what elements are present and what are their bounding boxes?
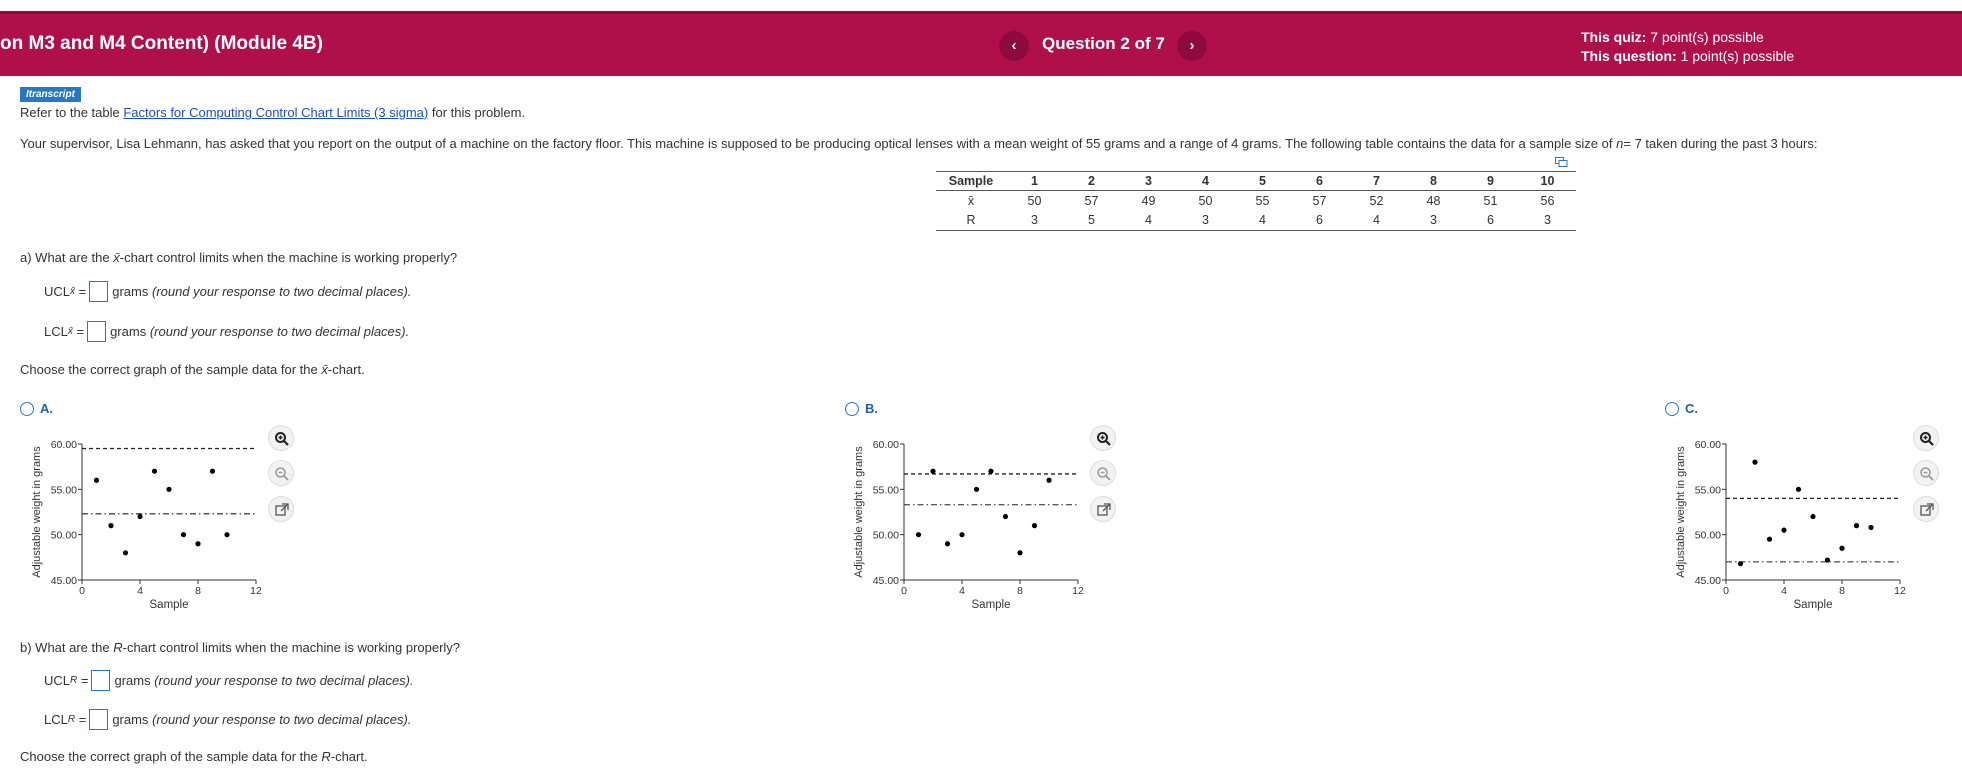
ucl-sub: x̄ [70, 286, 76, 297]
part-a-question [20, 250, 457, 265]
chart-option-a [28, 430, 268, 618]
table-header: Sample [936, 172, 1006, 191]
y-axis-label: Adjustable weight in grams [1675, 446, 1687, 578]
r-symbol: R [321, 749, 331, 764]
data-point [108, 523, 113, 528]
data-point [974, 487, 979, 492]
x-tick-label: 12 [1894, 585, 1906, 597]
unit-label: grams [110, 324, 147, 339]
x-tick-label: 0 [901, 585, 907, 597]
unit-label: grams [114, 673, 151, 688]
scatter-chart-a [28, 430, 268, 615]
zoom-in-icon [1919, 431, 1935, 447]
y-tick-label: 45.00 [50, 575, 77, 587]
rounding-hint: (round your response to two decimal places). [151, 284, 412, 299]
table-cell: 3 [1006, 211, 1063, 231]
data-point [1868, 525, 1873, 530]
ucl-r-row [44, 670, 414, 691]
data-point [1854, 523, 1859, 528]
table-cell: 6 [1462, 211, 1519, 231]
part-a-text: a) What are the [20, 250, 110, 265]
data-point [152, 469, 157, 474]
table-cell: 6 [1291, 211, 1348, 231]
table-cell: 48 [1426, 193, 1441, 208]
quiz-points-label: This quiz: [1581, 29, 1647, 45]
lcl-label: LCL [44, 324, 68, 339]
data-point [1017, 550, 1022, 555]
y-tick-label: 60.00 [50, 439, 77, 451]
y-axis-label: Adjustable weight in grams [853, 446, 865, 578]
table-cell: 57 [1084, 193, 1099, 208]
data-point [181, 532, 186, 537]
lcl-r-row [44, 709, 411, 730]
ucl-label: UCL [44, 284, 71, 299]
factors-table-link[interactable]: Factors for Computing Control Chart Limits (3 sigma) [123, 105, 429, 120]
table-row-xbar [936, 191, 1576, 211]
x-tick-label: 4 [959, 585, 965, 597]
choose-graph-r [20, 749, 368, 764]
refer-line [20, 105, 525, 120]
external-link-icon [1096, 502, 1112, 518]
lcl-r-input[interactable] [89, 709, 108, 730]
data-point [1796, 487, 1801, 492]
lcl-xbar-row [44, 321, 409, 342]
x-tick-label: 0 [1723, 585, 1729, 597]
open-new-window-button-a[interactable] [268, 496, 294, 522]
part-b-question [20, 640, 460, 655]
data-point [959, 532, 964, 537]
data-point [210, 469, 215, 474]
part-b-text-end: -chart control limits when the machine is working properly? [122, 640, 461, 655]
option-b[interactable] [845, 401, 878, 416]
problem-n: n [1616, 136, 1624, 151]
table-cell: 3 [1405, 211, 1462, 231]
table-header: 8 [1405, 172, 1462, 191]
y-tick-label: 50.00 [872, 529, 899, 542]
table-header: 5 [1234, 172, 1291, 191]
previous-question-button[interactable] [999, 31, 1029, 61]
table-cell: 51 [1483, 193, 1498, 208]
problem-text-end: taken during the past 3 hours: [1645, 136, 1818, 151]
table-cell: 5 [1063, 211, 1120, 231]
table-cell: 52 [1369, 193, 1384, 208]
data-point [123, 550, 128, 555]
problem-text: Your supervisor, Lisa Lehmann, has asked that you report on the output of a machine on the factory floor. This machine is supposed to be producing optical lenses with a mean weight of 55 grams and a range of 4 grams. The following table contains the data for a sample size of [20, 136, 1613, 151]
y-tick-label: 50.00 [1694, 529, 1721, 542]
copy-data-icon[interactable] [1555, 157, 1568, 167]
zoom-in-button-a[interactable] [268, 425, 294, 451]
y-tick-label: 50.00 [50, 529, 77, 542]
x-tick-label: 12 [250, 585, 262, 597]
data-point [94, 478, 99, 483]
zoom-out-button-b[interactable] [1090, 460, 1116, 486]
table-cell: 57 [1312, 193, 1327, 208]
choose-text: Choose the correct graph of the sample data for the [20, 362, 318, 377]
x-axis-label: Sample [149, 599, 189, 611]
y-tick-label: 60.00 [872, 439, 899, 451]
y-tick-label: 60.00 [1694, 439, 1721, 451]
rounding-hint: (round your response to two decimal places). [154, 673, 414, 688]
zoom-in-icon [274, 431, 290, 447]
data-point [137, 514, 142, 519]
question-points-label: This question: [1581, 48, 1677, 64]
equals-sign: = [78, 712, 87, 727]
rounding-hint: (round your response to two decimal places). [149, 324, 410, 339]
x-tick-label: 4 [1781, 585, 1787, 597]
open-new-window-button-b[interactable] [1090, 496, 1116, 522]
ucl-xbar-input[interactable] [89, 281, 108, 302]
option-c[interactable] [1665, 401, 1698, 416]
table-cell: 3 [1177, 211, 1234, 231]
ucl-sub: R [70, 675, 78, 686]
question-indicator: Question 2 of 7 [1042, 34, 1165, 53]
x-tick-label: 4 [137, 585, 143, 597]
data-point [195, 541, 200, 546]
table-cell: 55 [1255, 193, 1270, 208]
option-a-radio[interactable] [20, 402, 34, 416]
x-tick-label: 0 [79, 585, 85, 597]
data-point [945, 541, 950, 546]
table-header: 3 [1120, 172, 1177, 191]
x-tick-label: 8 [1839, 585, 1845, 597]
y-tick-label: 45.00 [872, 575, 899, 587]
y-tick-label: 55.00 [50, 484, 77, 497]
data-point [224, 532, 229, 537]
xbar-symbol: x̄ [321, 362, 328, 377]
y-axis-label: Adjustable weight in grams [31, 446, 43, 578]
ucl-xbar-row [44, 281, 411, 302]
table-cell: 56 [1540, 193, 1555, 208]
data-point [1003, 514, 1008, 519]
r-symbol: R [113, 640, 123, 655]
row-label: R [936, 211, 1006, 231]
zoom-in-button-c[interactable] [1913, 425, 1939, 451]
chart-option-b [850, 430, 1090, 618]
table-row-r [936, 211, 1576, 231]
data-point [1781, 528, 1786, 533]
points-info [1581, 28, 1794, 66]
equals-sign: = [76, 324, 85, 339]
zoom-out-button-a[interactable] [268, 460, 294, 486]
data-point [916, 532, 921, 537]
lcl-sub: x̄ [67, 326, 73, 337]
data-point [988, 469, 993, 474]
chevron-left-icon: ‹ [1011, 37, 1017, 54]
data-point [1032, 523, 1037, 528]
table-cell: 4 [1120, 211, 1177, 231]
external-link-icon [274, 502, 290, 518]
unit-label: grams [112, 712, 149, 727]
lcl-xbar-input[interactable] [87, 321, 106, 342]
scatter-chart-b [850, 430, 1090, 615]
x-tick-label: 8 [195, 585, 201, 597]
lcl-sub: R [67, 714, 76, 725]
table-header: 1 [1006, 172, 1063, 191]
table-header: 4 [1177, 172, 1234, 191]
table-header-row [936, 172, 1576, 191]
data-point [1046, 478, 1051, 483]
option-a-label: A. [40, 401, 53, 416]
option-a[interactable] [20, 401, 53, 416]
data-point [1767, 537, 1772, 542]
zoom-in-icon [1096, 431, 1112, 447]
unit-label: grams [112, 284, 149, 299]
table-cell: 50 [1027, 193, 1042, 208]
ucl-label: UCL [44, 673, 71, 688]
table-header: 10 [1519, 172, 1576, 191]
problem-statement [20, 136, 1817, 151]
lcl-label: LCL [44, 712, 68, 727]
top-strip [0, 0, 1962, 11]
data-point [1738, 561, 1743, 566]
part-b-text: b) What are the [20, 640, 110, 655]
x-tick-label: 12 [1072, 585, 1084, 597]
equals-sign: = [80, 673, 89, 688]
part-a-text-end: -chart control limits when the machine is working properly? [119, 250, 458, 265]
table-cell: 49 [1141, 193, 1156, 208]
zoom-out-icon [1919, 466, 1935, 482]
external-link-icon [1919, 502, 1935, 518]
choose-text: Choose the correct graph of the sample data for the [20, 749, 318, 764]
table-header: 6 [1291, 172, 1348, 191]
choose-text-end: -chart. [327, 362, 365, 377]
y-tick-label: 55.00 [1694, 484, 1721, 497]
data-point [1810, 514, 1815, 519]
option-b-radio[interactable] [845, 402, 859, 416]
table-cell: 4 [1348, 211, 1405, 231]
option-b-label: B. [865, 401, 878, 416]
choose-text-end: -chart. [330, 749, 368, 764]
zoom-out-button-c[interactable] [1913, 460, 1939, 486]
next-question-button[interactable] [1177, 31, 1207, 61]
refer-prefix: Refer to the table [20, 105, 120, 120]
data-point [1752, 460, 1757, 465]
row-label: x̄ [967, 193, 975, 208]
chevron-right-icon: › [1189, 37, 1195, 54]
refer-suffix: for this problem. [431, 105, 526, 120]
quiz-header [0, 11, 1962, 76]
sample-data-table [936, 171, 1576, 231]
xbar-symbol: x̄ [113, 250, 120, 265]
data-point [166, 487, 171, 492]
data-point [930, 469, 935, 474]
table-header: 2 [1063, 172, 1120, 191]
chart-option-c [1672, 430, 1912, 618]
question-points-value: 1 point(s) possible [1680, 48, 1795, 64]
x-tick-label: 8 [1017, 585, 1023, 597]
data-point [1825, 557, 1830, 562]
scatter-chart-c [1672, 430, 1912, 615]
table-header: 9 [1462, 172, 1519, 191]
option-c-label: C. [1685, 401, 1698, 416]
zoom-out-icon [1096, 466, 1112, 482]
quiz-points-value: 7 point(s) possible [1650, 29, 1764, 45]
rounding-hint: (round your response to two decimal places). [152, 712, 412, 727]
problem-eq: = 7 [1623, 136, 1642, 151]
option-c-radio[interactable] [1665, 402, 1679, 416]
table-cell: 3 [1519, 211, 1576, 231]
open-new-window-button-c[interactable] [1913, 496, 1939, 522]
equals-sign: = [78, 284, 87, 299]
page-title: on M3 and M4 Content) (Module 4B) [0, 33, 323, 54]
transcript-button[interactable]: Itranscript [20, 87, 81, 102]
choose-graph-xbar [20, 362, 365, 377]
x-axis-label: Sample [1793, 599, 1833, 611]
table-cell: 4 [1234, 211, 1291, 231]
table-cell: 50 [1198, 193, 1213, 208]
ucl-r-input[interactable] [91, 670, 110, 691]
table-header: 7 [1348, 172, 1405, 191]
zoom-out-icon [274, 466, 290, 482]
x-axis-label: Sample [971, 599, 1011, 611]
y-tick-label: 55.00 [872, 484, 899, 497]
data-point [1839, 546, 1844, 551]
zoom-in-button-b[interactable] [1090, 425, 1116, 451]
y-tick-label: 45.00 [1694, 575, 1721, 587]
